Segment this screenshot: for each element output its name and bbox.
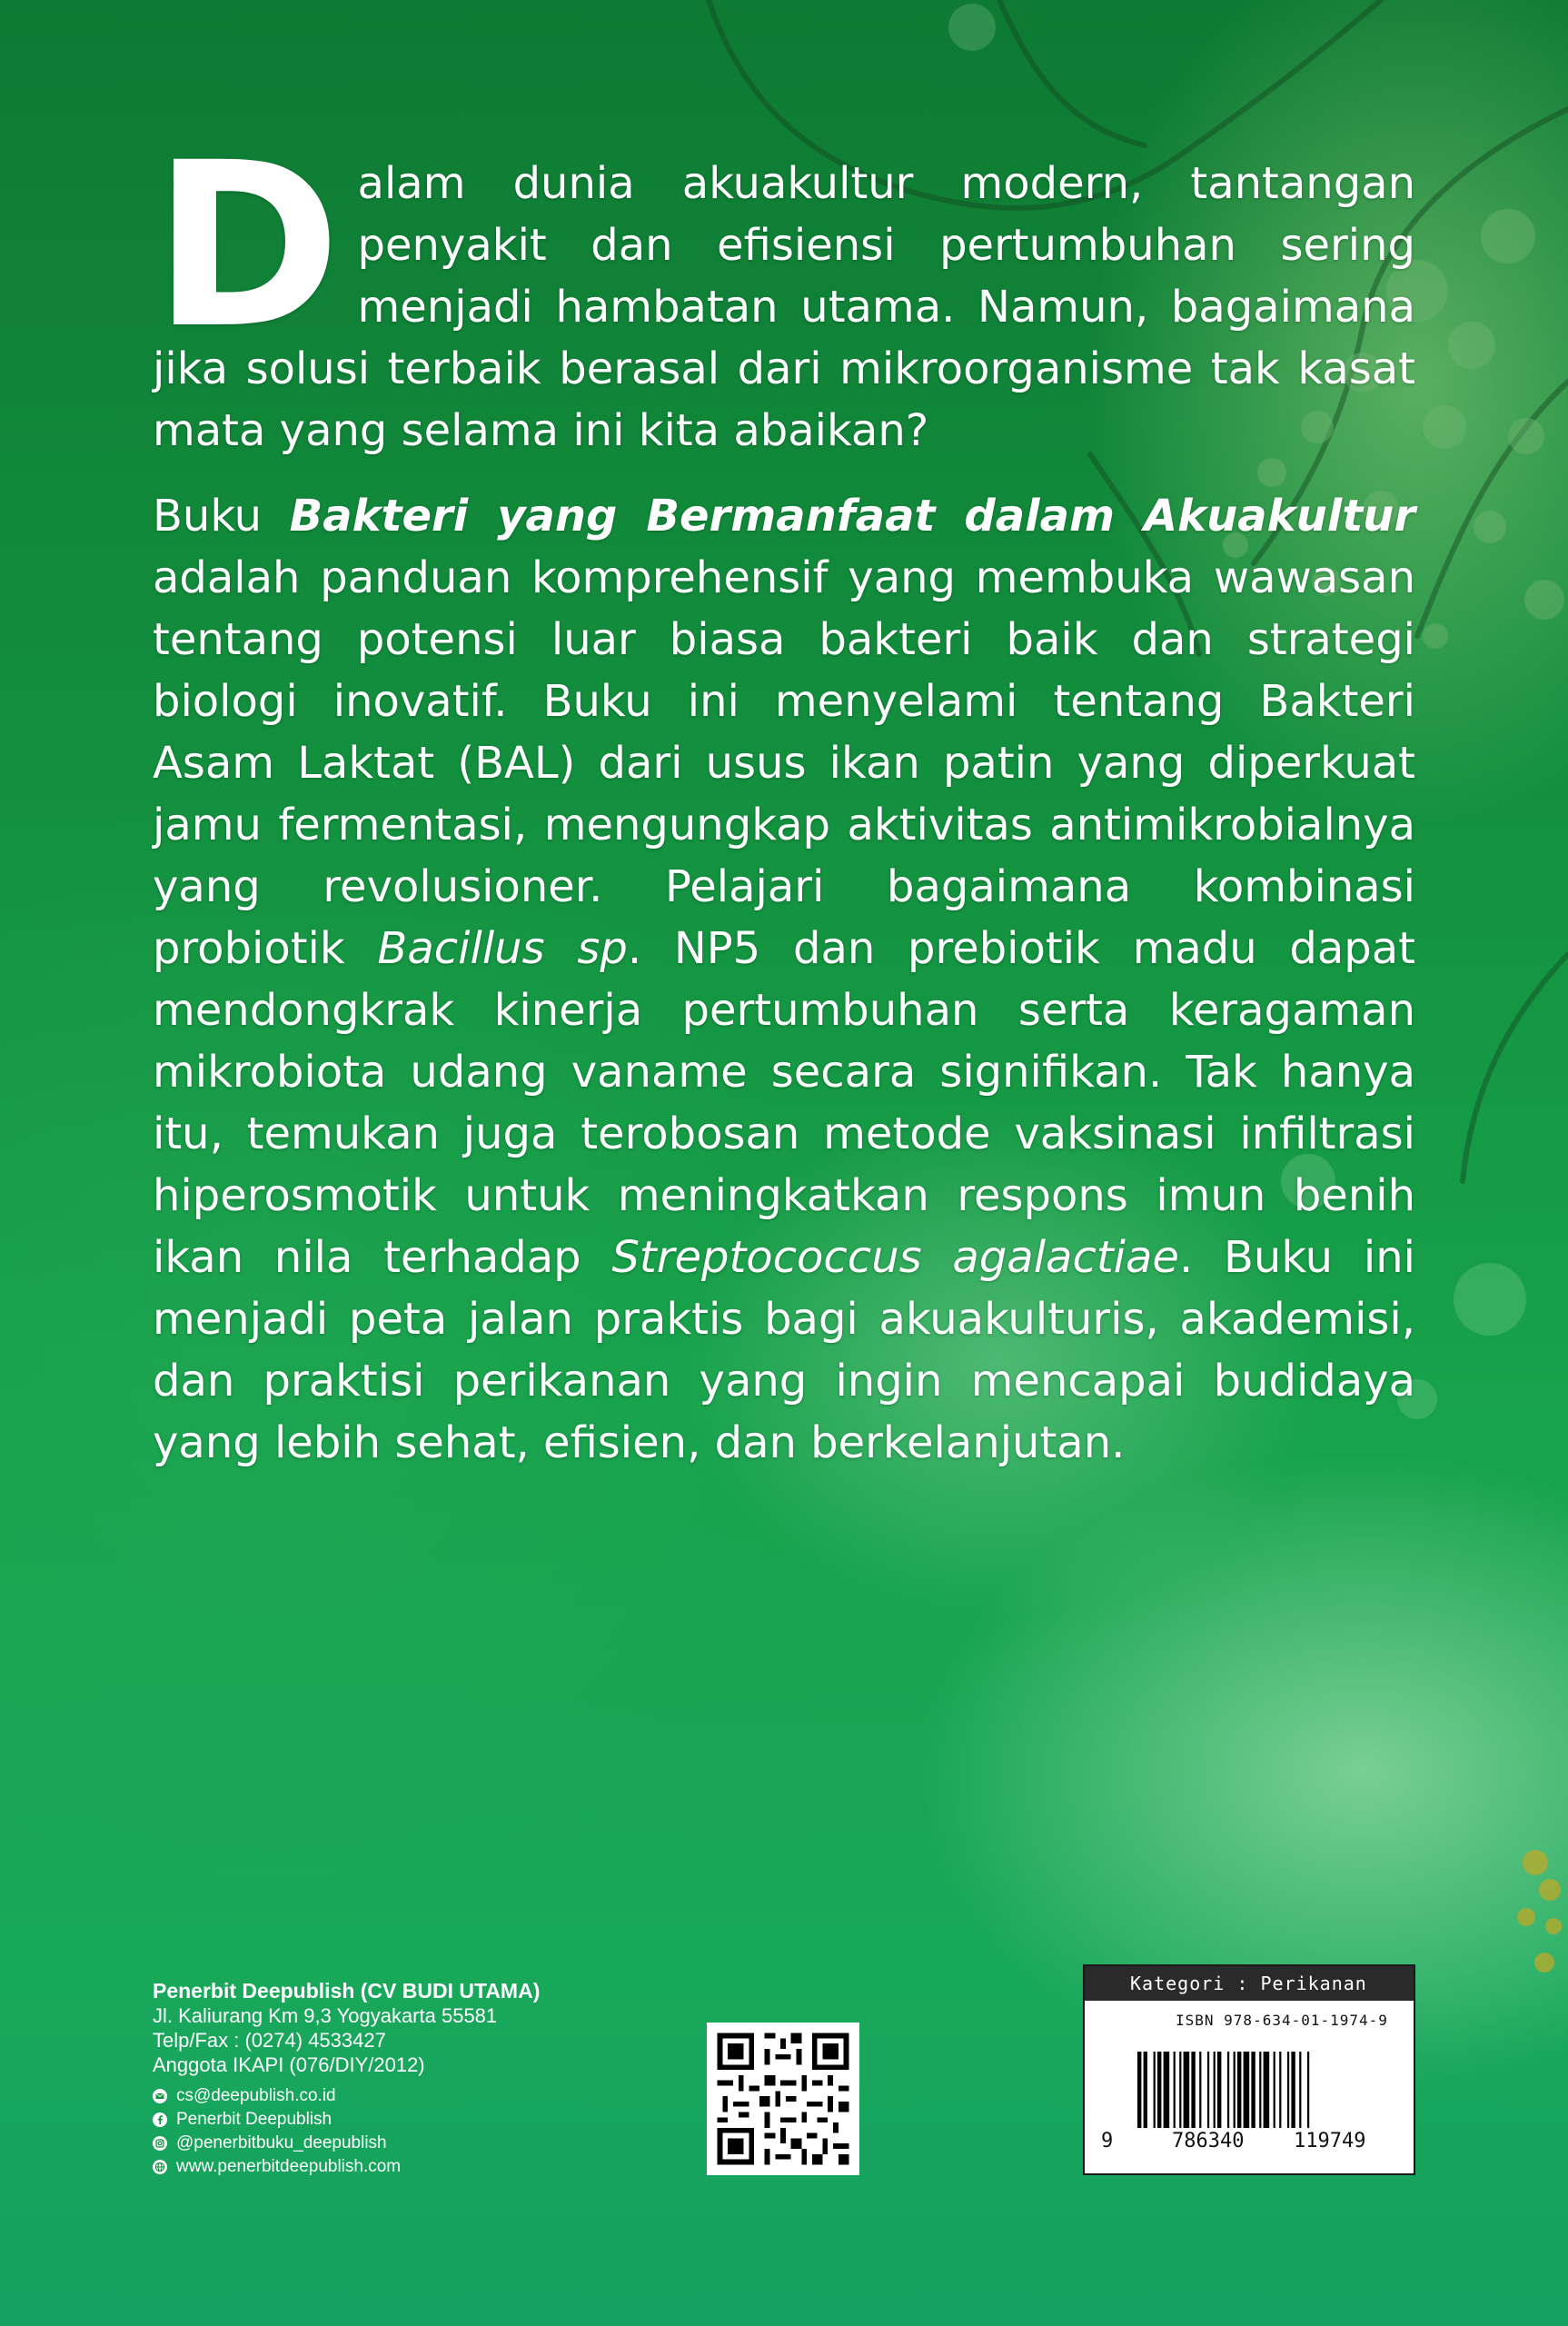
email-text[interactable]: cs@deepublish.co.id bbox=[176, 2086, 336, 2105]
barcode-bar bbox=[1299, 2052, 1301, 2128]
barcode-icon bbox=[1137, 2052, 1401, 2128]
publisher-info bbox=[153, 1979, 540, 2179]
barcode-bar bbox=[1287, 2052, 1289, 2128]
barcode-bar bbox=[1154, 2052, 1156, 2128]
contact-list bbox=[153, 2084, 540, 2179]
barcode-bar bbox=[1164, 2052, 1170, 2128]
contact-facebook bbox=[153, 2108, 540, 2132]
barcode-bar bbox=[1259, 2052, 1261, 2128]
barcode-bar bbox=[1191, 2052, 1195, 2128]
email-icon bbox=[153, 2089, 167, 2103]
book-title: Bakteri yang Bermanfaat dalam Akuakultur bbox=[289, 491, 1415, 542]
intro-paragraph bbox=[153, 114, 1415, 462]
barcode-bar bbox=[1244, 2052, 1250, 2128]
publisher-phone: Telp/Fax : (0274) 4533427 bbox=[153, 2029, 386, 2052]
species-streptococcus: Streptococcus agalactiae bbox=[611, 1232, 1179, 1283]
barcode-bar bbox=[1251, 2052, 1255, 2128]
barcode-bar bbox=[1199, 2052, 1201, 2128]
qr-code[interactable] bbox=[707, 2023, 859, 2175]
isbn-barcode-label bbox=[1083, 1964, 1415, 2175]
publisher-address: Jl. Kaliurang Km 9,3 Yogyakarta 55581 bbox=[153, 2004, 498, 2027]
category-label: Kategori : Perikanan bbox=[1085, 1966, 1414, 2001]
facebook-text[interactable]: Penerbit Deepublish bbox=[176, 2110, 332, 2129]
barcode-bar bbox=[1137, 2052, 1141, 2128]
barcode-bar bbox=[1214, 2052, 1216, 2128]
contact-email bbox=[153, 2084, 540, 2108]
barcode-bar bbox=[1307, 2052, 1309, 2128]
desc-text-4: . Buku ini menjadi peta jalan praktis bagi akuakulturis, akademisi, dan praktisi perikanan yang ingin mencapai budidaya yang lebih sehat, efisien, dan berkelanjutan. bbox=[153, 1232, 1415, 1468]
barcode-bar bbox=[1227, 2052, 1229, 2128]
contact-website bbox=[153, 2155, 540, 2179]
barcode-bar bbox=[1217, 2052, 1221, 2128]
barcode-bar bbox=[1291, 2052, 1295, 2128]
description-paragraph bbox=[153, 485, 1415, 1474]
desc-text-2: adalah panduan komprehensif yang membuka wawasan tentang potensi luar biasa bakteri baik dan strategi biologi inovatif. Buku ini menyelami tentang Bakteri Asam Laktat (BAL) dari usus ikan patin yang diperkuat jamu fermentasi, mengungkap aktivitas antimikrobialnya yang revolusioner. Pelajari bagaimana kombinasi probiotik bbox=[153, 552, 1415, 974]
barcode-bar bbox=[1264, 2052, 1270, 2128]
barcode-bar bbox=[1237, 2052, 1241, 2128]
barcode-bar bbox=[1184, 2052, 1190, 2128]
barcode-bar bbox=[1174, 2052, 1176, 2128]
barcode-bar bbox=[1279, 2052, 1281, 2128]
isbn-number: ISBN 978-634-01-1974-9 bbox=[1176, 2012, 1388, 2029]
publisher-name: Penerbit Deepublish (CV BUDI UTAMA) bbox=[153, 1979, 541, 2003]
desc-text-1: Buku bbox=[153, 491, 290, 542]
barcode-bar bbox=[1207, 2052, 1209, 2128]
facebook-icon bbox=[153, 2112, 167, 2127]
instagram-icon bbox=[153, 2136, 167, 2151]
species-bacillus: Bacillus sp bbox=[377, 923, 628, 974]
barcode-digits bbox=[1101, 2130, 1406, 2155]
intro-text: alam dunia akuakultur modern, tantangan penyakit dan efisiensi pertumbuhan sering menjadi hambatan utama. Namun, bagaimana jika solusi terbaik berasal dari mikroorganisme tak kasat mata yang selama ini kita abaikan? bbox=[153, 158, 1415, 456]
barcode-bar bbox=[1144, 2052, 1147, 2128]
barcode-bar bbox=[1234, 2052, 1236, 2128]
barcode-digits-left: 786340 bbox=[1172, 2130, 1245, 2152]
contact-instagram bbox=[153, 2132, 540, 2155]
barcode-digits-right: 119749 bbox=[1294, 2130, 1366, 2152]
barcode-bar bbox=[1157, 2052, 1161, 2128]
desc-text-3: . NP5 dan prebiotik madu dapat mendongkrak kinerja pertumbuhan serta keragaman mikrobiota udang vaname secara signifikan. Tak hanya itu, temukan juga terobosan metode vaksinasi infiltrasi hiperosmotik untuk meningkatkan respons imun benih ikan nila terhadap bbox=[153, 923, 1415, 1283]
website-text[interactable]: www.penerbitdeepublish.com bbox=[176, 2157, 402, 2176]
back-cover-text bbox=[153, 114, 1415, 1474]
barcode-bar bbox=[1274, 2052, 1275, 2128]
globe-icon bbox=[153, 2160, 167, 2174]
drop-cap: D bbox=[153, 114, 342, 378]
barcode-digit-first: 9 bbox=[1101, 2130, 1114, 2152]
publisher-membership: Anggota IKAPI (076/DIY/2012) bbox=[153, 2053, 425, 2076]
barcode-bar bbox=[1179, 2052, 1181, 2128]
qr-code-icon bbox=[707, 2023, 859, 2175]
instagram-text[interactable]: @penerbitbuku_deepublish bbox=[176, 2133, 387, 2152]
